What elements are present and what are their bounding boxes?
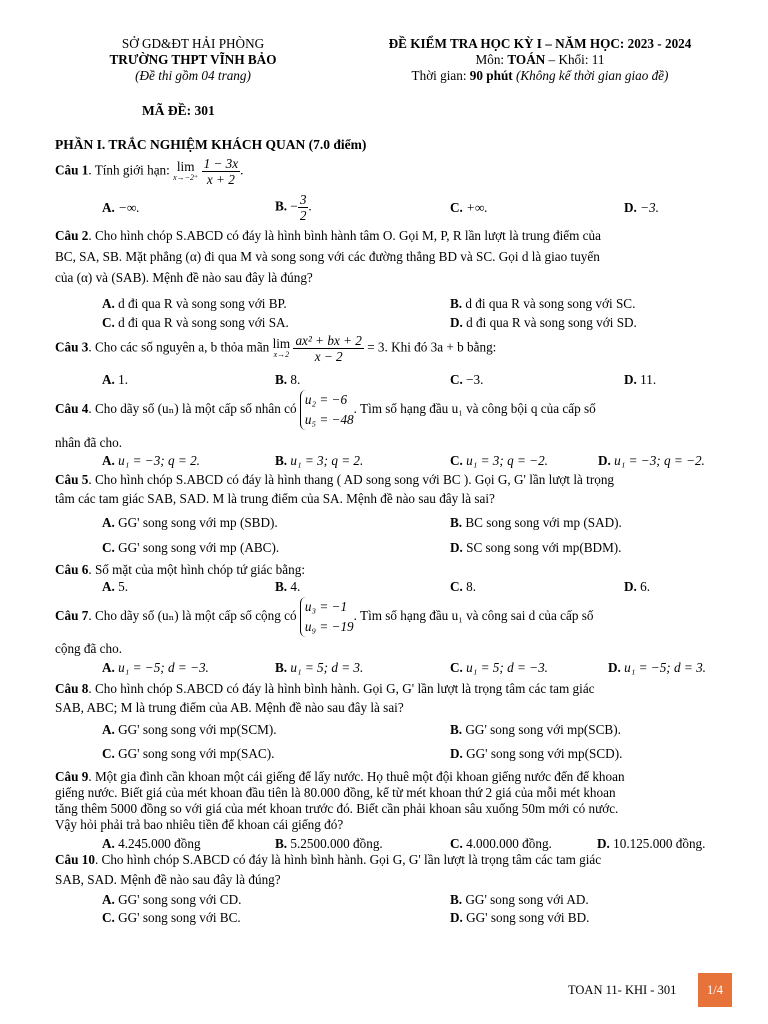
q1-option-d: [624, 200, 659, 216]
opt-letter: C.: [450, 200, 463, 215]
q3-d: 11.: [640, 372, 657, 387]
q8-line1: [55, 681, 730, 697]
q7-sys1: u₃ = −1: [304, 599, 348, 614]
q7-option-b: [275, 660, 363, 676]
opt-letter: B.: [275, 198, 288, 214]
q8-option-a: [102, 722, 277, 738]
question-6: [55, 562, 730, 578]
opt-letter: A.: [102, 892, 115, 907]
q5-d: SC song song với mp(BDM).: [466, 540, 622, 555]
q1-den: x + 2: [206, 172, 235, 187]
opt-letter: D.: [450, 315, 463, 330]
q2-a: d đi qua R và song song với BP.: [118, 296, 287, 311]
q4-tail: . Tìm số hạng đầu u₁ và công bội q của cấp số: [353, 401, 596, 417]
opt-letter: C.: [102, 315, 115, 330]
opt-letter: D.: [450, 746, 463, 761]
q3-a: 1.: [118, 372, 129, 387]
q2-option-b: [450, 296, 635, 312]
opt-letter: A.: [102, 722, 115, 737]
q8-option-c: [102, 746, 274, 762]
q4-option-b: [275, 453, 363, 469]
opt-letter: B.: [275, 660, 288, 675]
q4-system: [300, 390, 354, 430]
time-line: [340, 68, 740, 84]
q3-c: −3.: [466, 372, 484, 387]
q7-line2: cộng đã cho.: [55, 641, 123, 656]
q2-c: d đi qua R và song song với SA.: [118, 315, 289, 330]
q3-den: x − 2: [314, 349, 343, 364]
opt-letter: A.: [102, 579, 115, 594]
q7-text: . Cho dãy số (uₙ) là một cấp số cộng có: [88, 608, 297, 624]
q1-a: −∞.: [118, 200, 140, 215]
q5-a: GG' song song với mp (SBD).: [118, 515, 278, 530]
q1-limit: lim x→−2⁺: [173, 158, 199, 182]
opt-letter: A.: [102, 515, 115, 530]
q8-c: GG' song song với mp(SAC).: [118, 746, 275, 761]
opt-letter: B.: [275, 579, 288, 594]
opt-letter: C.: [102, 910, 115, 925]
q5-c: GG' song song với mp (ABC).: [118, 540, 280, 555]
q9-option-a: [102, 836, 201, 852]
opt-letter: B.: [450, 722, 463, 737]
opt-letter: C.: [450, 372, 463, 387]
time-note: (Không kể thời gian giao đề): [512, 68, 669, 83]
q3-fraction: [293, 333, 363, 364]
q5-text1: . Cho hình chóp S.ABCD có đáy là hình thang ( AD song song với BC ). Gọi G, G' lần lượt là trọng: [88, 472, 615, 487]
q6-d: 6.: [640, 579, 651, 594]
q7-c: u₁ = 5; d = −3.: [466, 660, 548, 675]
q7-sys2: u₉ = −19: [304, 619, 354, 634]
q10-text1: . Cho hình chóp S.ABCD có đáy là hình bình hành. Gọi G, G' lần lượt là trọng tâm các tam giác: [94, 852, 602, 867]
footer-code: TOAN 11- KHI - 301: [568, 983, 677, 997]
opt-letter: A.: [102, 660, 115, 675]
q9-b: 5.2500.000 đồng.: [290, 836, 383, 851]
q9-line2: giếng nước. Biết giá của mét khoan đầu tiên là 80.000 đồng, kể từ mét khoan thứ 2 giá của mỗi mét khoan: [55, 785, 616, 800]
q7-b: u₁ = 5; d = 3.: [290, 660, 364, 675]
q3-tail: = 3. Khi đó 3a + b bằng:: [367, 339, 497, 355]
opt-letter: C.: [450, 660, 463, 675]
q7-option-a: [102, 660, 209, 676]
q5-label: Câu 5: [55, 472, 89, 487]
q4-b: u₁ = 3; q = 2.: [290, 453, 364, 468]
subject-prefix: Môn:: [475, 52, 508, 67]
q5-line2: tâm các tam giác SAB, SAD. M là trung điểm của SA. Mệnh đề nào sau đây là sai?: [55, 491, 495, 506]
q7-system: [300, 597, 354, 637]
q8-d: GG' song song với mp(SCD).: [466, 746, 623, 761]
q4-option-d: [598, 453, 705, 469]
opt-letter: A.: [102, 453, 115, 468]
opt-letter: B.: [450, 892, 463, 907]
opt-letter: D.: [624, 579, 637, 594]
opt-letter: D.: [608, 660, 621, 675]
q8-line2: SAB, ABC; M là trung điểm của AB. Mệnh đề nào sau đây là sai?: [55, 700, 404, 715]
time: 90 phút: [469, 68, 513, 83]
q2-d: d đi qua R và song song với SD.: [466, 315, 637, 330]
q6-option-d: [624, 579, 650, 595]
question-7: [55, 597, 730, 637]
q2-line3: của (α) và (SAB). Mệnh đề nào sau đây là đúng?: [55, 270, 313, 285]
q1-option-c: [450, 200, 488, 216]
department: SỞ GD&ĐT HẢI PHÒNG: [121, 36, 265, 51]
opt-letter: A.: [102, 372, 115, 387]
q9-c: 4.000.000 đồng.: [466, 836, 552, 851]
q9-label: Câu 9: [55, 769, 89, 784]
q6-c: 8.: [466, 579, 477, 594]
q1-b-den: 2: [299, 208, 307, 223]
subject-line: [340, 52, 740, 68]
q10-d: GG' song song với BD.: [466, 910, 590, 925]
q5-b: BC song song với mp (SAD).: [465, 515, 622, 530]
opt-letter: C.: [450, 579, 463, 594]
q5-option-a: [102, 515, 278, 531]
q2-option-c: [102, 315, 289, 331]
q4-line2: nhân đã cho.: [55, 435, 123, 450]
pages-note: (Đề thi gồm 04 trang): [135, 68, 251, 83]
q9-line3: tăng thêm 5000 đồng so với giá của mét khoan trước đó. Biết cần phải khoan sâu xuống 50m mới có nước.: [55, 801, 619, 816]
q10-option-b: [450, 892, 589, 908]
opt-letter: D.: [624, 372, 637, 387]
q3-option-c: [450, 372, 483, 388]
grade: – Khối: 11: [545, 52, 605, 67]
q1-b-fraction: [298, 192, 309, 223]
question-8: [55, 681, 730, 716]
q2-option-d: [450, 315, 637, 331]
q10-option-a: [102, 892, 241, 908]
q3-text: . Cho các số nguyên a, b thỏa mãn: [88, 339, 270, 355]
time-prefix: Thời gian:: [411, 68, 470, 83]
q8-option-d: [450, 746, 622, 762]
opt-letter: D.: [598, 453, 611, 468]
q4-c: u₁ = 3; q = −2.: [466, 453, 548, 468]
section-title: PHẦN I. TRẮC NGHIỆM KHÁCH QUAN (7.0 điểm): [55, 137, 367, 152]
opt-letter: C.: [450, 453, 463, 468]
q8-option-b: [450, 722, 621, 738]
q1-option-a: [102, 200, 140, 216]
q2-text1: . Cho hình chóp S.ABCD có đáy là hình bình hành tâm O. Gọi M, P, R lần lượt là trung điểm của: [88, 228, 601, 243]
opt-letter: D.: [624, 200, 637, 215]
question-5: [55, 472, 730, 507]
question-2: [55, 228, 730, 286]
q2-line2: BC, SA, SB. Mặt phẳng (α) đi qua M và song song với các đường thẳng BD và SC. Gọi d là giao tuyến: [55, 249, 600, 264]
q9-option-b: [275, 836, 383, 852]
opt-letter: D.: [450, 540, 463, 555]
q7-a: u₁ = −5; d = −3.: [118, 660, 209, 675]
q4-sys2: u₅ = −48: [304, 412, 354, 427]
q1-d: −3.: [640, 200, 659, 215]
opt-letter: A.: [102, 200, 115, 215]
q3-num: ax² + bx + 2: [295, 333, 362, 348]
q5-option-d: [450, 540, 621, 556]
q2-label: Câu 2: [55, 228, 89, 243]
subject: TOÁN: [507, 52, 546, 67]
q3-option-b: [275, 372, 300, 388]
q6-b: 4.: [290, 579, 301, 594]
q3-limit: lim x→2: [272, 335, 291, 359]
q7-label: Câu 7: [55, 608, 89, 624]
q3-option-a: [102, 372, 128, 388]
q4-option-a: [102, 453, 200, 469]
q1-b-sign: −: [290, 198, 298, 214]
q9-line4: Vậy hỏi phải trả bao nhiêu tiền để khoan cái giếng đó?: [55, 817, 344, 832]
q1-fraction: [202, 156, 241, 187]
question-10: [55, 852, 730, 888]
q4-option-c: [450, 453, 548, 469]
q7-tail: . Tìm số hạng đầu u₁ và công sai d của cấp số: [353, 608, 594, 624]
opt-letter: C.: [450, 836, 463, 851]
q4-d: u₁ = −3; q = −2.: [614, 453, 705, 468]
q2-line1: [55, 228, 730, 244]
q9-d: 10.125.000 đồng.: [613, 836, 706, 851]
q6-a: 5.: [118, 579, 129, 594]
q1-text: . Tính giới hạn:: [88, 162, 170, 178]
q5-option-c: [102, 540, 279, 556]
q9-line1: [55, 769, 730, 785]
q9-a: 4.245.000 đồng: [118, 836, 201, 851]
opt-letter: A.: [102, 296, 115, 311]
q9-text1: . Một gia đình cần khoan một cái giếng để lấy nước. Họ thuê một đội khoan giếng nước đến để khoan: [88, 769, 625, 784]
q10-option-c: [102, 910, 241, 926]
opt-letter: D.: [450, 910, 463, 925]
q4-text: . Cho dãy số (uₙ) là một cấp số nhân có: [88, 401, 297, 417]
q1-c: +∞.: [466, 200, 488, 215]
exam-code: MÃ ĐỀ: 301: [142, 103, 215, 118]
q10-c: GG' song song với BC.: [118, 910, 241, 925]
q1-lim-sub: x→−2⁺: [173, 172, 199, 182]
q3-lim-sub: x→2: [273, 349, 290, 359]
q6-option-c: [450, 579, 476, 595]
exam-title: ĐỀ KIỂM TRA HỌC KỲ I – NĂM HỌC: 2023 - 2024: [388, 36, 692, 51]
q6-text: . Số mặt của một hình chóp tứ giác bằng:: [88, 562, 305, 577]
q4-sys1: u₂ = −6: [304, 392, 348, 407]
q1-b-num: 3: [299, 192, 307, 207]
opt-letter: C.: [102, 746, 115, 761]
q8-text1: . Cho hình chóp S.ABCD có đáy là hình bình hành. Gọi G, G' lần lượt là trọng tâm các tam giác: [88, 681, 595, 696]
q7-option-d: [608, 660, 706, 676]
header-right: [340, 36, 740, 84]
q8-b: GG' song song với mp(SCB).: [465, 722, 621, 737]
question-3: [55, 333, 730, 364]
q10-option-d: [450, 910, 589, 926]
opt-letter: B.: [275, 836, 288, 851]
q10-a: GG' song song với CD.: [118, 892, 242, 907]
q7-d: u₁ = −5; d = 3.: [624, 660, 706, 675]
opt-letter: B.: [450, 515, 463, 530]
q6-option-b: [275, 579, 300, 595]
q3-b: 8.: [290, 372, 301, 387]
q1-label: Câu 1: [55, 162, 89, 178]
q8-a: GG' song song với mp(SCM).: [118, 722, 277, 737]
q2-option-a: [102, 296, 287, 312]
q3-label: Câu 3: [55, 339, 89, 355]
q3-option-d: [624, 372, 656, 388]
q6-option-a: [102, 579, 128, 595]
question-4: [55, 390, 730, 430]
q5-line1: [55, 472, 730, 488]
opt-letter: B.: [275, 372, 288, 387]
opt-letter: C.: [102, 540, 115, 555]
q8-label: Câu 8: [55, 681, 89, 696]
opt-letter: B.: [275, 453, 288, 468]
q4-label: Câu 4: [55, 401, 89, 417]
school-name: TRƯỜNG THPT VĨNH BẢO: [109, 52, 277, 67]
opt-letter: D.: [597, 836, 610, 851]
q4-a: u₁ = −3; q = 2.: [118, 453, 200, 468]
q5-option-b: [450, 515, 622, 531]
question-9: [55, 769, 730, 833]
question-1: Câu 1. Tính giới hạn: lim x→−2⁺ $\frac{1 - 3x}{x + 2}$ .: [55, 156, 244, 187]
q2-b: d đi qua R và song song với SC.: [465, 296, 636, 311]
q10-b: GG' song song với AD.: [465, 892, 589, 907]
q1-option-b: B. − $\frac{3}{2}$ .: [275, 192, 312, 223]
q10-line1: [55, 852, 730, 868]
opt-letter: B.: [450, 296, 463, 311]
q7-option-c: [450, 660, 548, 676]
q6-label: Câu 6: [55, 562, 89, 577]
q1-num: 1 − 3x: [203, 156, 239, 171]
q10-label: Câu 10: [55, 852, 95, 867]
opt-letter: A.: [102, 836, 115, 851]
q9-option-c: [450, 836, 552, 852]
q10-line2: SAB, SAD. Mệnh đề nào sau đây là đúng?: [55, 872, 281, 887]
page-number-badge: 1/4: [698, 973, 732, 1007]
q9-option-d: [597, 836, 705, 852]
header-left: [64, 36, 322, 84]
